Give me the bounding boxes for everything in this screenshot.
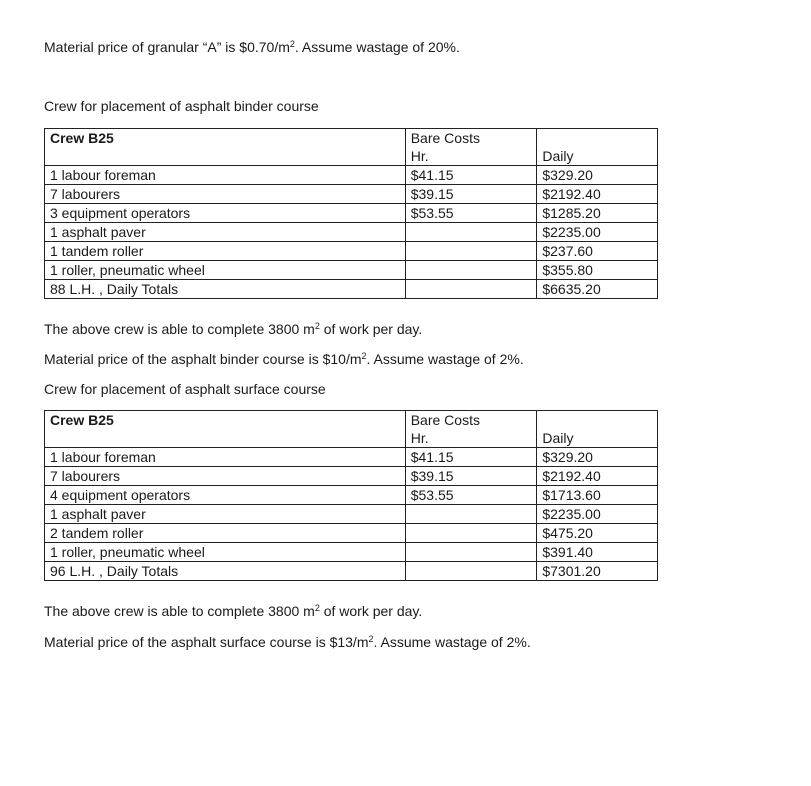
bare-costs-label: Bare Costs xyxy=(405,129,537,148)
binder-crew-heading: Crew for placement of asphalt binder course xyxy=(44,98,319,114)
daily-column-label: Daily xyxy=(537,429,658,448)
binder-crew-table xyxy=(44,128,658,299)
table-row: 1 tandem roller $237.60 xyxy=(45,242,658,261)
daily-column-label: Daily xyxy=(537,147,658,166)
hr-column-label: Hr. xyxy=(405,429,537,448)
table-row: 3 equipment operators $53.55 $1285.20 xyxy=(45,204,658,223)
binder-production-text: The above crew is able to complete 3800 $m^2$ of work per day. xyxy=(44,321,423,337)
surface-material-text: Material price of the asphalt surface course is $\$13/m^2$. Assume wastage of 2%. xyxy=(44,634,531,650)
table-row: 1 asphalt paver $2235.00 xyxy=(45,505,658,524)
table-header-row xyxy=(45,129,658,148)
surface-production-text: The above crew is able to complete 3800 $m^2$ of work per day. xyxy=(44,603,423,619)
totals-row: 88 L.H. , Daily Totals $6635.20 xyxy=(45,280,658,299)
granular-price-text: Material price of granular “A” is $\$0.70/m^2$. Assume wastage of 20%. xyxy=(44,39,460,55)
hr-column-label: Hr. xyxy=(405,147,537,166)
table-subheader-row xyxy=(45,147,658,166)
table-row: 1 labour foreman $41.15 $329.20 xyxy=(45,448,658,467)
table-row: 7 labourers $39.15 $2192.40 xyxy=(45,185,658,204)
crew-name: Crew B25 xyxy=(45,411,406,430)
surface-crew-heading: Crew for placement of asphalt surface course xyxy=(44,381,326,397)
table-row: 1 labour foreman $41.15 $329.20 xyxy=(45,166,658,185)
table-header-row xyxy=(45,411,658,430)
table-row: 2 tandem roller $475.20 xyxy=(45,524,658,543)
table-row: 1 roller, pneumatic wheel $355.80 xyxy=(45,261,658,280)
binder-material-text: Material price of the asphalt binder course is $\$10/m^2$. Assume wastage of 2%. xyxy=(44,351,524,367)
bare-costs-label: Bare Costs xyxy=(405,411,537,430)
table-subheader-row xyxy=(45,429,658,448)
crew-name: Crew B25 xyxy=(45,129,406,148)
table-row: 1 asphalt paver $2235.00 xyxy=(45,223,658,242)
table-row: 4 equipment operators $53.55 $1713.60 xyxy=(45,486,658,505)
table-row: 1 roller, pneumatic wheel $391.40 xyxy=(45,543,658,562)
table-row: 7 labourers $39.15 $2192.40 xyxy=(45,467,658,486)
totals-row: 96 L.H. , Daily Totals $7301.20 xyxy=(45,562,658,581)
surface-crew-table xyxy=(44,410,658,581)
